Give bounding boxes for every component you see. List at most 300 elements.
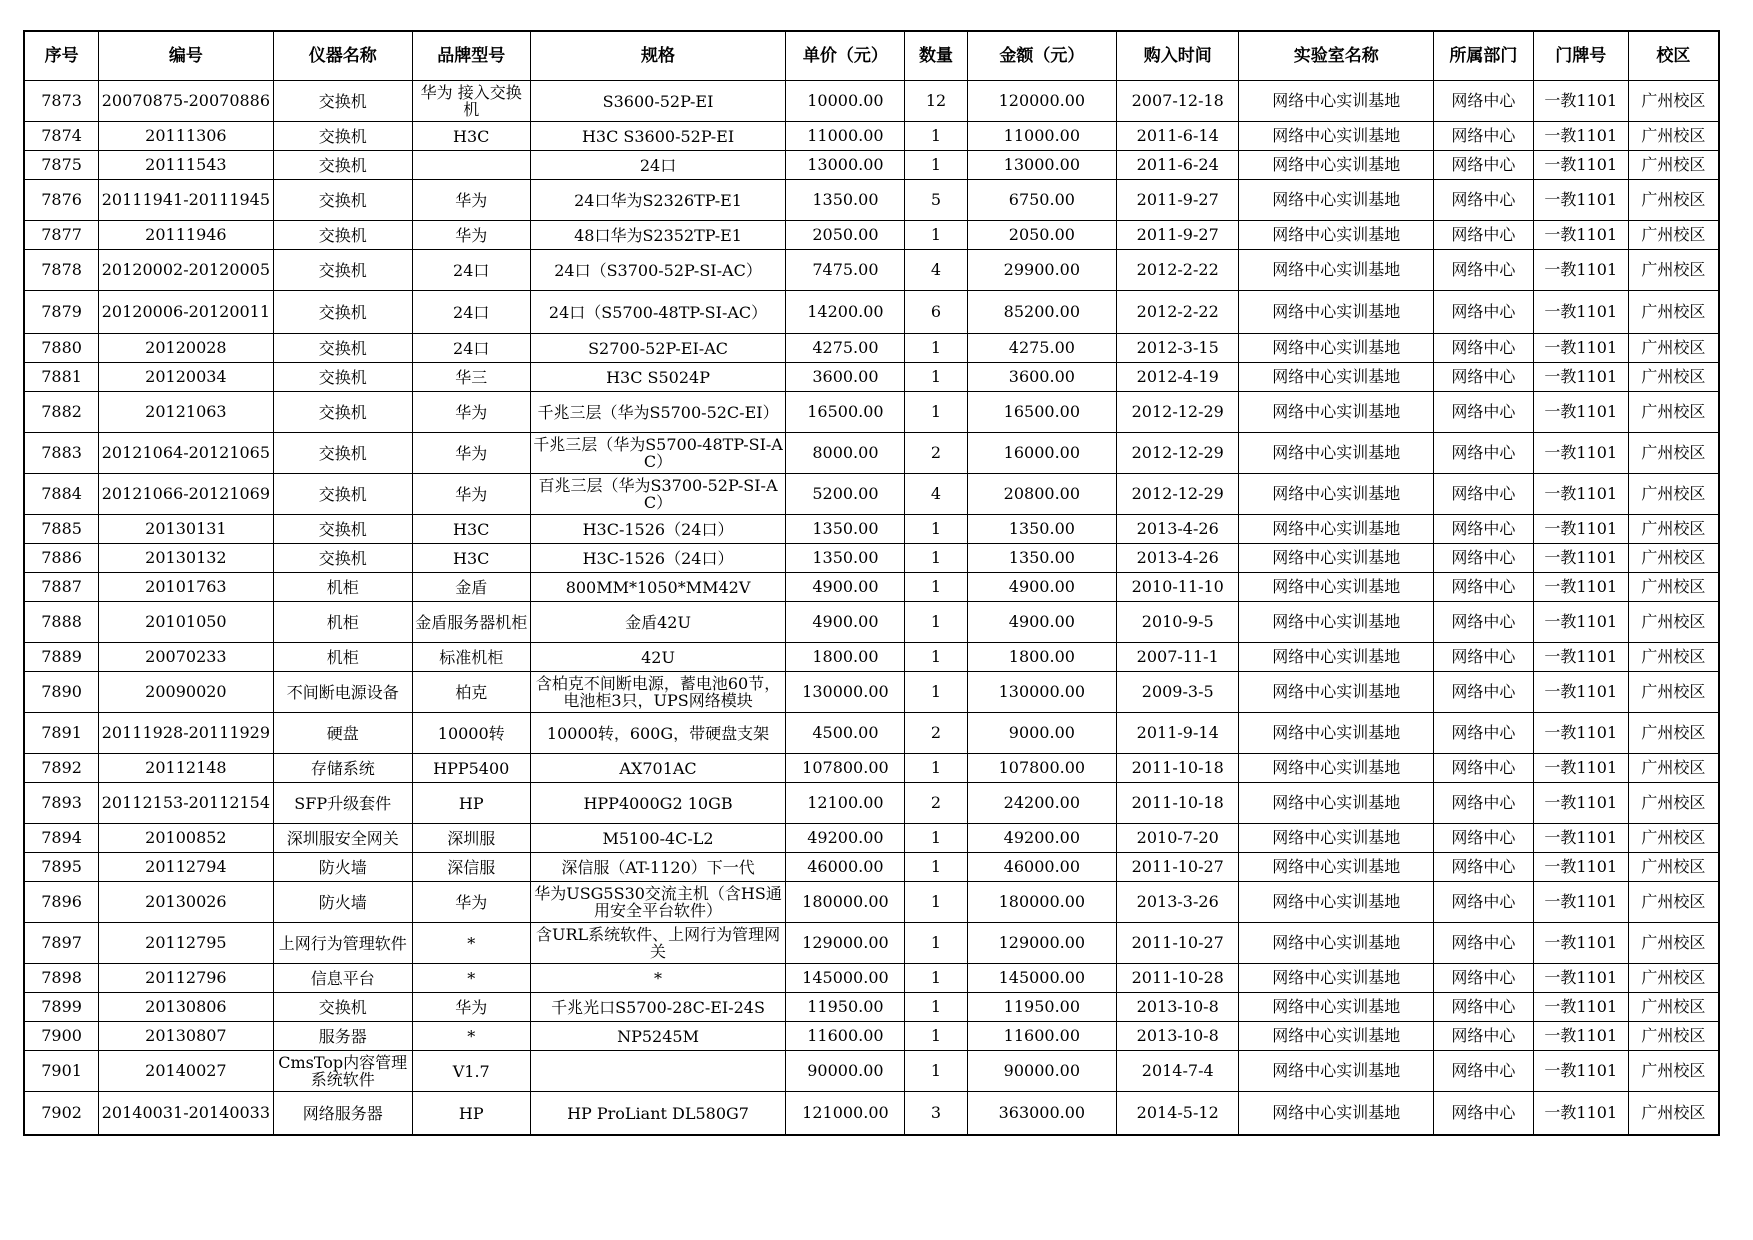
table-cell: 7902 [24,1092,99,1136]
table-cell: 网络中心 [1434,993,1534,1022]
table-cell: 一教1101 [1533,824,1628,853]
cell-text: 华为 [455,226,488,244]
table-cell: 一教1101 [1533,602,1628,643]
table-cell: 一教1101 [1533,1092,1628,1136]
cell-text: 金盾42U [625,613,691,631]
cell-text: 华为 [455,998,488,1016]
table-cell: 一教1101 [1533,1022,1628,1051]
table-cell: 2 [905,433,967,474]
table-cell: 网络中心实训基地 [1239,363,1434,392]
table-cell: 广州校区 [1628,1022,1719,1051]
table-cell: 4900.00 [967,573,1116,602]
table-cell: 网络中心 [1434,713,1534,754]
table-cell: 网络中心实训基地 [1239,643,1434,672]
table-row [24,151,1719,180]
table-cell: 一教1101 [1533,1051,1628,1092]
table-cell [412,544,530,573]
table-cell [412,151,530,180]
table-cell [273,363,412,392]
table-cell: 7875 [24,151,99,180]
table-cell: 广州校区 [1628,250,1719,291]
table-cell: 20111946 [99,221,273,250]
table-cell: 20101050 [99,602,273,643]
table-cell: 1 [905,993,967,1022]
table-cell: 20121063 [99,392,273,433]
table-cell: 网络中心实训基地 [1239,392,1434,433]
table-cell: 20120028 [99,334,273,363]
table-cell: 广州校区 [1628,964,1719,993]
table-cell: 16500.00 [786,392,905,433]
table-cell [273,1022,412,1051]
table-cell: 网络中心 [1434,363,1534,392]
cell-text: 交换机 [318,998,367,1016]
table-cell: 网络中心 [1434,474,1534,515]
table-cell: 一教1101 [1533,392,1628,433]
table-cell [412,180,530,221]
table-cell [530,754,786,783]
table-cell: 2012-4-19 [1117,363,1239,392]
cell-text: 深圳服安全网关 [286,829,399,847]
table-cell: 网络中心 [1434,672,1534,713]
cell-text: * [467,969,476,987]
cell-text: HPP5400 [433,759,510,777]
table-cell: 13000.00 [786,151,905,180]
table-cell: 7896 [24,882,99,923]
cell-text: 金盾 [455,578,488,596]
table-cell: 2007-11-1 [1117,643,1239,672]
table-cell: 广州校区 [1628,221,1719,250]
table-cell: 网络中心实训基地 [1239,151,1434,180]
table-cell: 一教1101 [1533,783,1628,824]
cell-text: 深信服（AT-1120）下一代 [561,858,755,876]
table-cell: 11950.00 [786,993,905,1022]
table-cell: 7899 [24,993,99,1022]
table-cell: 1350.00 [786,180,905,221]
cell-text: 华为 [455,485,488,503]
table-row [24,392,1719,433]
table-cell: 180000.00 [967,882,1116,923]
table-cell [530,783,786,824]
table-cell: 363000.00 [967,1092,1116,1136]
cell-text: 交换机 [318,403,367,421]
table-cell: 4900.00 [786,573,905,602]
table-cell: 7877 [24,221,99,250]
table-cell [273,544,412,573]
table-cell: 7878 [24,250,99,291]
cell-text: 10000转 [437,724,505,742]
table-cell: 2013-3-26 [1117,882,1239,923]
table-cell: 网络中心 [1434,783,1534,824]
table-cell: 5 [905,180,967,221]
table-cell: 20120002-20120005 [99,250,273,291]
table-cell: 2014-7-4 [1117,1051,1239,1092]
table-cell: 7880 [24,334,99,363]
table-row [24,713,1719,754]
table-row [24,672,1719,713]
cell-text: 金盾服务器机柜 [415,613,528,631]
table-cell: 7874 [24,122,99,151]
table-cell: 2 [905,783,967,824]
table-cell: 20120034 [99,363,273,392]
cell-text: 标准机柜 [439,648,504,666]
table-cell [273,964,412,993]
table-cell: 7895 [24,853,99,882]
table-cell: 12 [905,81,967,122]
table-cell [273,882,412,923]
table-row [24,964,1719,993]
cell-text: 800MM*1050*MM42V [565,578,751,596]
table-cell: 4275.00 [967,334,1116,363]
table-cell: 网络中心实训基地 [1239,433,1434,474]
table-row [24,643,1719,672]
table-row [24,363,1719,392]
table-cell: 广州校区 [1628,783,1719,824]
table-cell: 4900.00 [967,602,1116,643]
table-cell: 一教1101 [1533,964,1628,993]
cell-text: 交换机 [318,226,367,244]
cell-text: 10000转，600G，带硬盘支架 [546,724,770,742]
table-row [24,474,1719,515]
table-cell: 网络中心 [1434,151,1534,180]
cell-text: 华三 [455,368,488,386]
cell-text: H3C [453,549,490,567]
table-row [24,334,1719,363]
cell-text: HP [458,1104,484,1122]
table-cell: 一教1101 [1533,291,1628,334]
cell-text: 柏克 [455,683,488,701]
cell-text: 交换机 [318,156,367,174]
table-cell: 网络中心实训基地 [1239,993,1434,1022]
table-cell: 1 [905,334,967,363]
table-cell [412,1022,530,1051]
equipment-table-sheet [23,30,1720,1136]
table-cell [530,573,786,602]
table-cell [273,754,412,783]
table-cell: 网络中心实训基地 [1239,474,1434,515]
table-cell: 1 [905,221,967,250]
table-cell [412,250,530,291]
table-cell [412,122,530,151]
cell-text: 交换机 [318,485,367,503]
table-cell: 20111543 [99,151,273,180]
table-cell: 网络中心实训基地 [1239,713,1434,754]
cell-text: 24口（S5700-48TP-SI-AC） [548,303,768,321]
cell-text: 24口华为S2326TP-E1 [574,191,742,209]
table-cell: 130000.00 [967,672,1116,713]
table-cell [273,474,412,515]
cell-text: 24口 [453,339,490,357]
cell-text: H3C [453,520,490,538]
table-cell: 网络中心 [1434,1092,1534,1136]
table-cell: 网络中心 [1434,291,1534,334]
table-cell: 2012-2-22 [1117,250,1239,291]
cell-text: 信息平台 [310,969,375,987]
table-cell: 107800.00 [967,754,1116,783]
table-cell: 20112148 [99,754,273,783]
header-cell: 金额（元） [967,31,1116,81]
table-cell [273,392,412,433]
table-cell: 16000.00 [967,433,1116,474]
table-cell: 一教1101 [1533,544,1628,573]
table-cell: 网络中心 [1434,433,1534,474]
table-cell: 7879 [24,291,99,334]
table-cell [530,544,786,573]
table-cell [273,643,412,672]
cell-text: 华为USG5S30交流主机（含HS通用安全平台软件） [534,885,782,919]
table-cell: 广州校区 [1628,672,1719,713]
table-cell: 一教1101 [1533,151,1628,180]
table-cell [530,824,786,853]
table-cell [273,1092,412,1136]
cell-text: * [467,934,476,952]
table-cell [412,713,530,754]
table-cell: 网络中心实训基地 [1239,515,1434,544]
table-cell: 7888 [24,602,99,643]
table-cell: 2013-4-26 [1117,544,1239,573]
table-cell [530,1051,786,1092]
table-row [24,783,1719,824]
table-row [24,754,1719,783]
table-cell: 20130132 [99,544,273,573]
table-cell: 145000.00 [967,964,1116,993]
table-row [24,221,1719,250]
table-cell: 20070875-20070886 [99,81,273,122]
table-cell [412,923,530,964]
table-cell: 2012-12-29 [1117,433,1239,474]
table-cell [412,1051,530,1092]
cell-text: 24口 [453,303,490,321]
table-cell: 90000.00 [786,1051,905,1092]
table-cell: 广州校区 [1628,853,1719,882]
table-cell [273,334,412,363]
table-cell: 网络中心实训基地 [1239,544,1434,573]
table-cell: 2011-9-27 [1117,221,1239,250]
table-cell: 网络中心 [1434,515,1534,544]
table-cell: 2011-9-14 [1117,713,1239,754]
cell-text: 含柏克不间断电源，蓄电池60节，电池柜3只，UPS网络模块 [535,675,781,709]
cell-text: * [654,969,663,987]
table-cell: 2007-12-18 [1117,81,1239,122]
table-cell: 2010-9-5 [1117,602,1239,643]
table-row [24,602,1719,643]
table-cell: 广州校区 [1628,1051,1719,1092]
table-cell: 网络中心 [1434,250,1534,291]
table-cell [273,713,412,754]
table-cell [273,291,412,334]
table-cell [412,515,530,544]
table-cell: 20101763 [99,573,273,602]
table-cell: 4275.00 [786,334,905,363]
table-row [24,853,1719,882]
table-cell: 网络中心 [1434,964,1534,993]
table-cell: 网络中心实训基地 [1239,573,1434,602]
table-cell [530,1092,786,1136]
cell-text: AX701AC [619,759,697,777]
table-cell: 网络中心 [1434,853,1534,882]
table-cell: 网络中心实训基地 [1239,81,1434,122]
table-cell: 4 [905,474,967,515]
table-cell [273,250,412,291]
cell-text: 防火墙 [318,893,367,911]
header-cell: 校区 [1628,31,1719,81]
table-cell: 7893 [24,783,99,824]
table-cell [412,882,530,923]
table-cell: 11600.00 [967,1022,1116,1051]
cell-text: 服务器 [318,1027,367,1045]
table-row [24,515,1719,544]
table-cell: 网络中心实训基地 [1239,783,1434,824]
cell-text: 华为 [455,403,488,421]
table-cell: 11000.00 [786,122,905,151]
table-cell: 85200.00 [967,291,1116,334]
table-cell: 7475.00 [786,250,905,291]
table-row [24,1092,1719,1136]
table-cell: 网络中心 [1434,1051,1534,1092]
table-cell: 一教1101 [1533,754,1628,783]
table-cell: 14200.00 [786,291,905,334]
table-cell [412,853,530,882]
table-cell: 1 [905,573,967,602]
header-cell: 品牌型号 [412,31,530,81]
table-cell [530,1022,786,1051]
table-cell: 11950.00 [967,993,1116,1022]
table-cell: 广州校区 [1628,81,1719,122]
table-cell: 网络中心实训基地 [1239,334,1434,363]
table-cell: 2012-12-29 [1117,392,1239,433]
table-cell: 一教1101 [1533,672,1628,713]
table-cell: 网络中心实训基地 [1239,923,1434,964]
table-cell [273,923,412,964]
table-cell: 129000.00 [786,923,905,964]
table-cell: 一教1101 [1533,81,1628,122]
table-cell: 广州校区 [1628,363,1719,392]
table-cell: 180000.00 [786,882,905,923]
table-cell: 3600.00 [786,363,905,392]
cell-text: 华为 接入交换机 [420,84,522,118]
table-cell [530,363,786,392]
table-cell [273,122,412,151]
table-cell: 2011-10-18 [1117,783,1239,824]
table-cell [412,1092,530,1136]
table-cell [273,853,412,882]
table-cell: 46000.00 [786,853,905,882]
table-cell: 一教1101 [1533,515,1628,544]
table-cell [412,602,530,643]
table-cell: 一教1101 [1533,474,1628,515]
cell-text: * [467,1027,476,1045]
table-cell: 7873 [24,81,99,122]
cell-text: 机柜 [326,648,359,666]
table-cell: 广州校区 [1628,993,1719,1022]
cell-text: 防火墙 [318,858,367,876]
table-cell: 1350.00 [967,544,1116,573]
table-cell: 16500.00 [967,392,1116,433]
cell-text: HPP4000G2 10GB [583,794,733,812]
table-cell: 1800.00 [786,643,905,672]
table-cell: 7889 [24,643,99,672]
table-cell: 2013-4-26 [1117,515,1239,544]
cell-text: 上网行为管理软件 [278,934,407,952]
table-cell: 20112795 [99,923,273,964]
table-cell: 网络中心实训基地 [1239,291,1434,334]
table-cell: 网络中心 [1434,923,1534,964]
cell-text: 千兆光口S5700-28C-EI-24S [551,998,765,1016]
table-cell [412,291,530,334]
table-cell: 网络中心 [1434,573,1534,602]
table-cell: 7894 [24,824,99,853]
table-cell: 20090020 [99,672,273,713]
table-cell: 网络中心 [1434,882,1534,923]
table-cell: 一教1101 [1533,122,1628,151]
table-cell: 网络中心实训基地 [1239,853,1434,882]
table-cell: 广州校区 [1628,122,1719,151]
table-cell: 网络中心实训基地 [1239,602,1434,643]
table-cell: 1 [905,754,967,783]
cell-text: NP5245M [617,1027,699,1045]
table-cell [530,964,786,993]
table-cell: 7892 [24,754,99,783]
table-cell: 2014-5-12 [1117,1092,1239,1136]
table-cell [412,392,530,433]
table-cell: 1350.00 [786,515,905,544]
cell-text: CmsTop内容管理系统软件 [278,1054,408,1088]
table-cell: 2050.00 [786,221,905,250]
table-cell: 20140031-20140033 [99,1092,273,1136]
table-cell: 广州校区 [1628,151,1719,180]
table-cell: 广州校区 [1628,882,1719,923]
table-cell: 49200.00 [967,824,1116,853]
table-cell: 7898 [24,964,99,993]
table-cell: 10000.00 [786,81,905,122]
table-cell: 网络中心 [1434,824,1534,853]
cell-text: 华为 [455,893,488,911]
cell-text: 含URL系统软件、上网行为管理网关 [535,926,781,960]
cell-text: 交换机 [318,303,367,321]
table-row [24,1051,1719,1092]
table-cell: 广州校区 [1628,515,1719,544]
table-cell [412,221,530,250]
cell-text: HP [458,794,484,812]
table-cell: 网络中心 [1434,334,1534,363]
table-cell: 7886 [24,544,99,573]
table-cell: 一教1101 [1533,923,1628,964]
table-cell: 网络中心实训基地 [1239,964,1434,993]
table-cell: 1 [905,882,967,923]
table-cell: 7885 [24,515,99,544]
table-cell [273,824,412,853]
table-cell [273,81,412,122]
cell-text: S3600-52P-EI [602,92,714,110]
table-cell: 2009-3-5 [1117,672,1239,713]
table-cell: 1 [905,923,967,964]
table-cell [530,882,786,923]
table-cell: 7891 [24,713,99,754]
table-cell: 20130131 [99,515,273,544]
table-cell: 广州校区 [1628,334,1719,363]
table-cell [412,433,530,474]
table-cell: 1 [905,392,967,433]
table-cell: 90000.00 [967,1051,1116,1092]
table-cell: 120000.00 [967,81,1116,122]
cell-text: H3C-1526（24口） [582,520,734,538]
table-cell [273,151,412,180]
table-cell: 1 [905,515,967,544]
cell-text: 硬盘 [326,724,359,742]
table-cell: 广州校区 [1628,392,1719,433]
table-cell: 2011-6-24 [1117,151,1239,180]
cell-text: 百兆三层（华为S3700-52P-SI-AC） [538,477,778,511]
table-cell [530,180,786,221]
